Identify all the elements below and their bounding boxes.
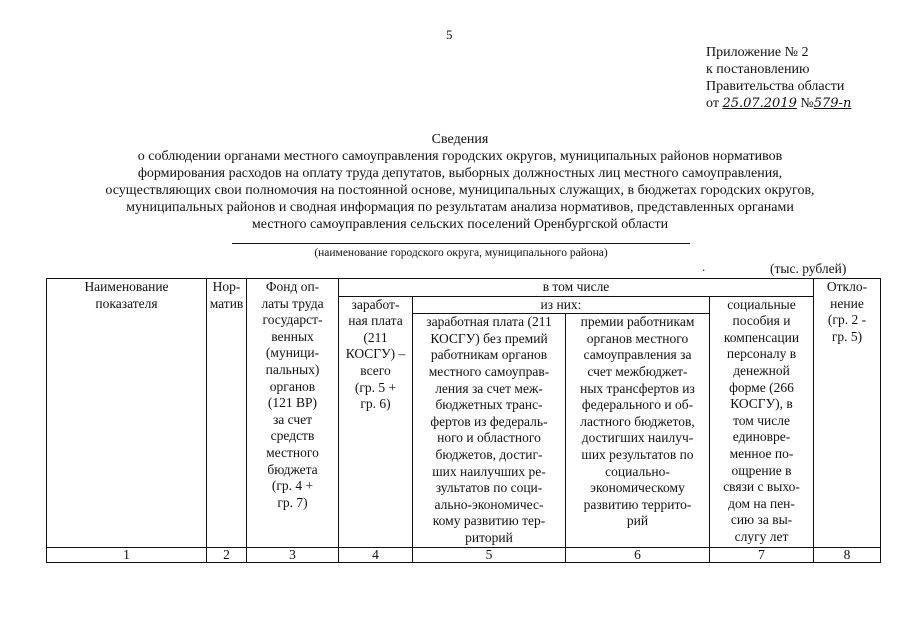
- column-number-5: 5: [413, 547, 566, 562]
- header-of-them: из них:: [413, 296, 710, 314]
- title-line-1: Сведения: [431, 132, 489, 147]
- column-number-4: 4: [339, 547, 413, 562]
- header-salary-total: заработ- ная плата (211 КОСГУ) – всего (гр. 5 + гр. 6): [339, 296, 413, 547]
- column-number-2: 2: [207, 547, 247, 562]
- appendix-line-3: Правительства области: [706, 79, 845, 94]
- header-social-benefits: социальные пособия и компенсации персоналу в денежной форме (266 КОСГУ), в том числе единовре- менное по- ощрение в связи с выхо- дом на пен- сию за вы- слугу лет: [710, 296, 814, 547]
- column-number-1: 1: [47, 547, 207, 562]
- handwritten-number: 579-п: [813, 96, 852, 111]
- appendix-line-2: к постановлению: [706, 62, 810, 77]
- title-line-6: местного самоуправления сельских поселений Оренбургской области: [251, 217, 669, 232]
- header-norm: Нор- матив: [207, 279, 247, 548]
- appendix-date-line: [706, 95, 851, 112]
- column-number-8: 8: [814, 547, 881, 562]
- data-table: [46, 278, 881, 563]
- appendix-title: Приложение № 2: [706, 45, 809, 60]
- name-fill-line: [232, 243, 690, 244]
- header-in-total: в том числе: [339, 279, 814, 297]
- column-number-7: 7: [710, 547, 814, 562]
- column-number-row: [47, 547, 881, 562]
- handwritten-date: 25.07.2019: [722, 96, 797, 111]
- appendix-block: [706, 44, 851, 112]
- number-prefix: №: [796, 96, 814, 111]
- header-wage-fund: Фонд оп- латы труда государст- венных (муници- пальных) органов (121 ВР) за счет средств местного бюджета (гр. 4 + гр. 7): [247, 279, 339, 548]
- column-number-6: 6: [566, 547, 710, 562]
- stray-dot: .: [702, 259, 706, 274]
- title-line-5: муниципальных районов и сводная информация по результатам анализа нормативов, представленных органами: [126, 200, 794, 215]
- document-title: [60, 131, 860, 233]
- header-bonuses: премии работникам органов местного самоуправления за счет межбюджет- ных трансфертов из федерального и об- ластного бюджетов, достигших наилуч- ших результатов по социально- экономическому развитию террито- рий: [566, 314, 710, 547]
- page-number: 5: [446, 27, 453, 42]
- date-prefix: от: [706, 96, 723, 111]
- title-line-2: о соблюдении органами местного самоуправления городских округов, муниципальных районов нормативов: [137, 149, 783, 164]
- title-line-3: формирования расходов на оплату труда депутатов, выборных должностных лиц местного самоуправления,: [137, 166, 783, 181]
- title-line-4: осуществляющих свои полномочия на постоянной основе, муниципальных служащих, в бюджетах городских округов,: [105, 183, 815, 198]
- column-number-3: 3: [247, 547, 339, 562]
- header-indicator-name: Наименование показателя: [47, 279, 207, 548]
- header-row-1: [47, 279, 881, 297]
- name-caption: (наименование городского округа, муниципального района): [314, 247, 608, 259]
- header-salary-no-bonus: заработная плата (211 КОСГУ) без премий работникам органов местного самоуправ- ления за счет меж- бюджетных транс- фертов из федераль- ного и областного бюджетов, достиг- ших наилучших ре- зультатов по соци- ально-экономичес- кому развитию тер- риторий: [413, 314, 566, 547]
- header-deviation: Откло- нение (гр. 2 - гр. 5): [814, 279, 881, 548]
- units-label: (тыс. рублей): [770, 261, 847, 276]
